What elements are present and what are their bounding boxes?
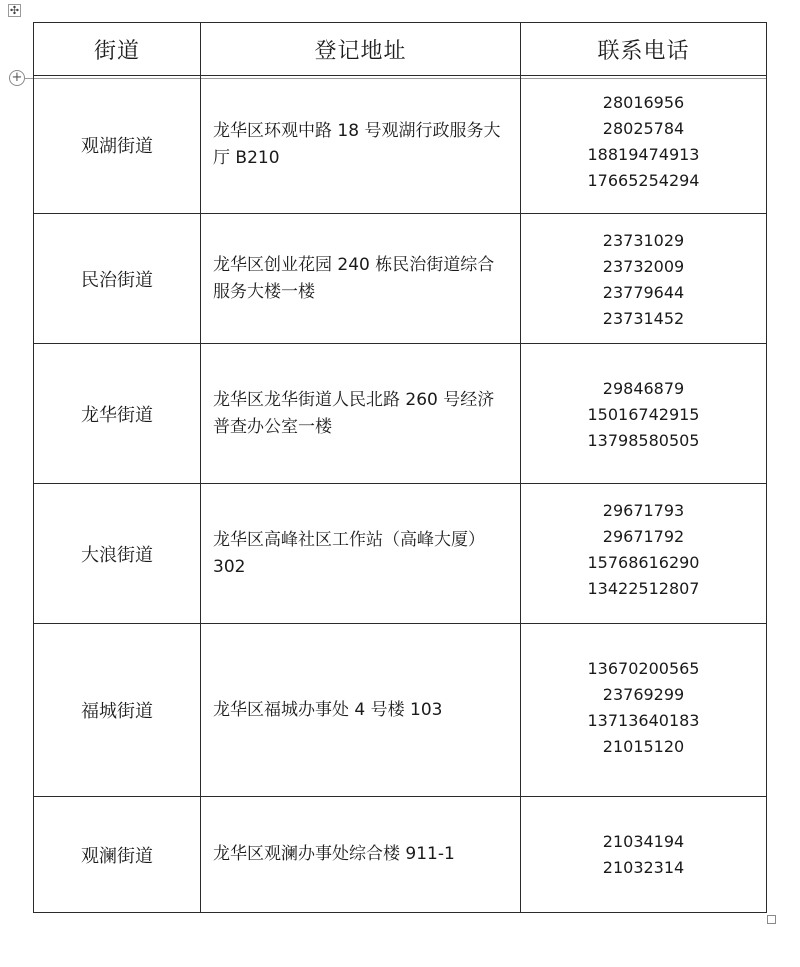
phone-number: 13670200565 [587,659,700,678]
header-street: 街道 [34,23,201,76]
header-address: 登记地址 [201,23,521,76]
phone-cell [521,344,767,484]
phone-number: 28016956 [602,93,685,112]
table-row [34,484,767,624]
phone-number: 23769299 [602,685,685,704]
table-resize-handle[interactable] [767,915,776,924]
header-phone: 联系电话 [521,23,767,76]
phone-cell [521,484,767,624]
address-cell: 龙华区环观中路 18 号观湖行政服务大厅 B210 [201,76,521,214]
street-cell: 观澜街道 [34,797,201,913]
phone-number: 15016742915 [587,405,700,424]
table-row [34,797,767,913]
phone-number: 23731452 [602,309,685,328]
street-cell: 观湖街道 [34,76,201,214]
phone-number: 23732009 [602,257,685,276]
phone-number: 23731029 [602,231,685,250]
table-row [34,344,767,484]
street-cell: 民治街道 [34,214,201,344]
address-cell: 龙华区高峰社区工作站（高峰大厦）302 [201,484,521,624]
insert-row-icon[interactable]: + [9,70,25,86]
phone-number: 21034194 [602,831,685,851]
phone-number: 18819474913 [587,145,700,164]
contact-table [33,22,767,913]
phone-number: 29671793 [602,501,685,520]
table-move-handle-icon[interactable]: ✣ [9,4,20,17]
phone-number: 13798580505 [587,431,700,450]
address-cell: 龙华区龙华街道人民北路 260 号经济普查办公室一楼 [201,344,521,484]
table-row [34,624,767,797]
phone-number: 28025784 [602,119,685,138]
phone-number: 13713640183 [587,711,700,730]
header-row [34,23,767,76]
phone-number: 21015120 [602,737,685,756]
table-row [34,214,767,344]
phone-number: 29846879 [602,379,685,398]
phone-cell [521,797,767,913]
phone-number: 17665254294 [587,171,700,190]
street-cell: 福城街道 [34,624,201,797]
phone-cell [521,76,767,214]
street-cell: 龙华街道 [34,344,201,484]
phone-cell [521,214,767,344]
table-row [34,76,767,214]
phone-number: 13422512807 [587,579,700,598]
address-cell: 龙华区观澜办事处综合楼 911-1 [201,797,521,913]
phone-number: 15768616290 [587,553,700,572]
address-cell: 龙华区福城办事处 4 号楼 103 [201,624,521,797]
phone-cell [521,624,767,797]
phone-number: 23779644 [602,283,685,302]
phone-number: 21032314 [602,857,685,877]
phone-number: 29671792 [602,527,685,546]
street-cell: 大浪街道 [34,484,201,624]
address-cell: 龙华区创业花园 240 栋民治街道综合服务大楼一楼 [201,214,521,344]
